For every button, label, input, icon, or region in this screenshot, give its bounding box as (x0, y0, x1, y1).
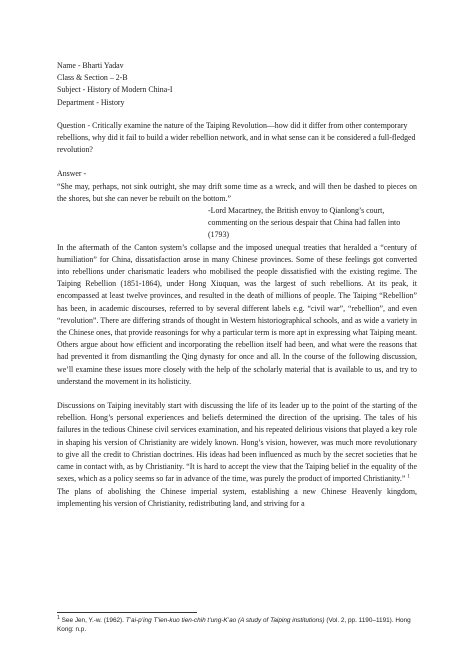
department-line: Department - History (57, 97, 125, 107)
body-paragraph-2 (57, 400, 417, 485)
header-block (57, 60, 417, 109)
subject-line: Subject - History of Modern China-I (57, 85, 173, 95)
footnote-divider (57, 612, 197, 613)
footnote-lead: See Jen, Y.-w. (1962). (59, 617, 126, 624)
question-text: Question - Critically examine the nature of the Taiping Revolution—how did it differ from other contemporary rebellions, why did it fail to build a wider rebellion network, and in what sense can it be considered a full-fledged revolution? (57, 120, 416, 155)
body-paragraph-1: In the aftermath of the Canton system’s collapse and the imposed unequal treaties that heralded a “century of humiliation” for China, dissatisfaction arose in many Chinese provinces. Some of these feelings got converted into rebellions under charismatic leaders who mobilised the people dissatisfied with the existing regime. The Taiping Rebellion (1851-1864), under Hong Xiuquan, was the largest of such rebellions. At its peak, it encompassed at least twelve provinces, and resulted in the death of millions of people. The Taiping “Rebellion” has been, in academic discourses, referred to by several different labels e.g. “civil war”, “rebellion”, and even “revolution”. There are differing strands of thought in Western historiographical schools, and as wide a variety in the Chinese ones, that provide reasonings for why a particular term is more apt in expressing what Taiping meant. Others argue about how efficient and incorporating the rebellion itself had been, and what were the reasons that had prevented it from dismantling the Qing dynasty for once and all. In the course of the following discussion, we’ll examine these issues more closely with the help of the scholarly material that is available to us, and try to understand the movement in its holisticity. (57, 242, 417, 386)
epigraph-attribution: -Lord Macartney, the British envoy to Qianlong’s court, commenting on the serious despair that China had fallen into (1793) (208, 206, 401, 240)
footnote-reference[interactable]: 1 (407, 473, 410, 480)
footnote (57, 616, 417, 635)
epigraph-quote: “She may, perhaps, not sink outright, she may drift some time as a wreck, and will then be dashed to pieces on the shores, but she can never be rebuilt on the bottom.” (57, 181, 417, 203)
student-name: Name - Bharti Yadav (57, 61, 124, 70)
footnote-number: 1 (57, 614, 60, 621)
body-paragraph-2-text: Discussions on Taiping inevitably start with discussing the life of its leader up to the point of the starting of the rebellion. Hong’s personal experiences and beliefs determined the direction of the uprising. The tales of his failures in the tedious Chinese civil services examination, and his repeated delirious visions that played a key role in shaping his version of Christianity are widely known. Hong’s vision, however, was much more revolutionary to give all the credit to Christian doctrines. His ideas had been influenced as much by the secret societies that he came in contact with, as by Christianity. “It is hard to accept the view that the Taiping belief in the equality of the sexes, which as a policy seems so far in advance of the time, was purely the product of imported Christianity.” (57, 401, 417, 484)
class-section: Class & Section – 2-B (57, 73, 128, 83)
footnote-title: T’ai-p’ing T’ien-kuo tien-chih t’ung-K’ao (A study of Taiping institutions) (125, 617, 325, 624)
answer-label: Answer - (57, 169, 87, 179)
footnote-tail: (Vol. 2, pp. 1190–1191). Hong Kong: n.p. (57, 617, 411, 634)
body-paragraph-3: The plans of abolishing the Chinese imperial system, establishing a new Chinese Heavenly kingdom, implementing his version of Christianity, redistributing land, and striving for a (57, 486, 417, 508)
